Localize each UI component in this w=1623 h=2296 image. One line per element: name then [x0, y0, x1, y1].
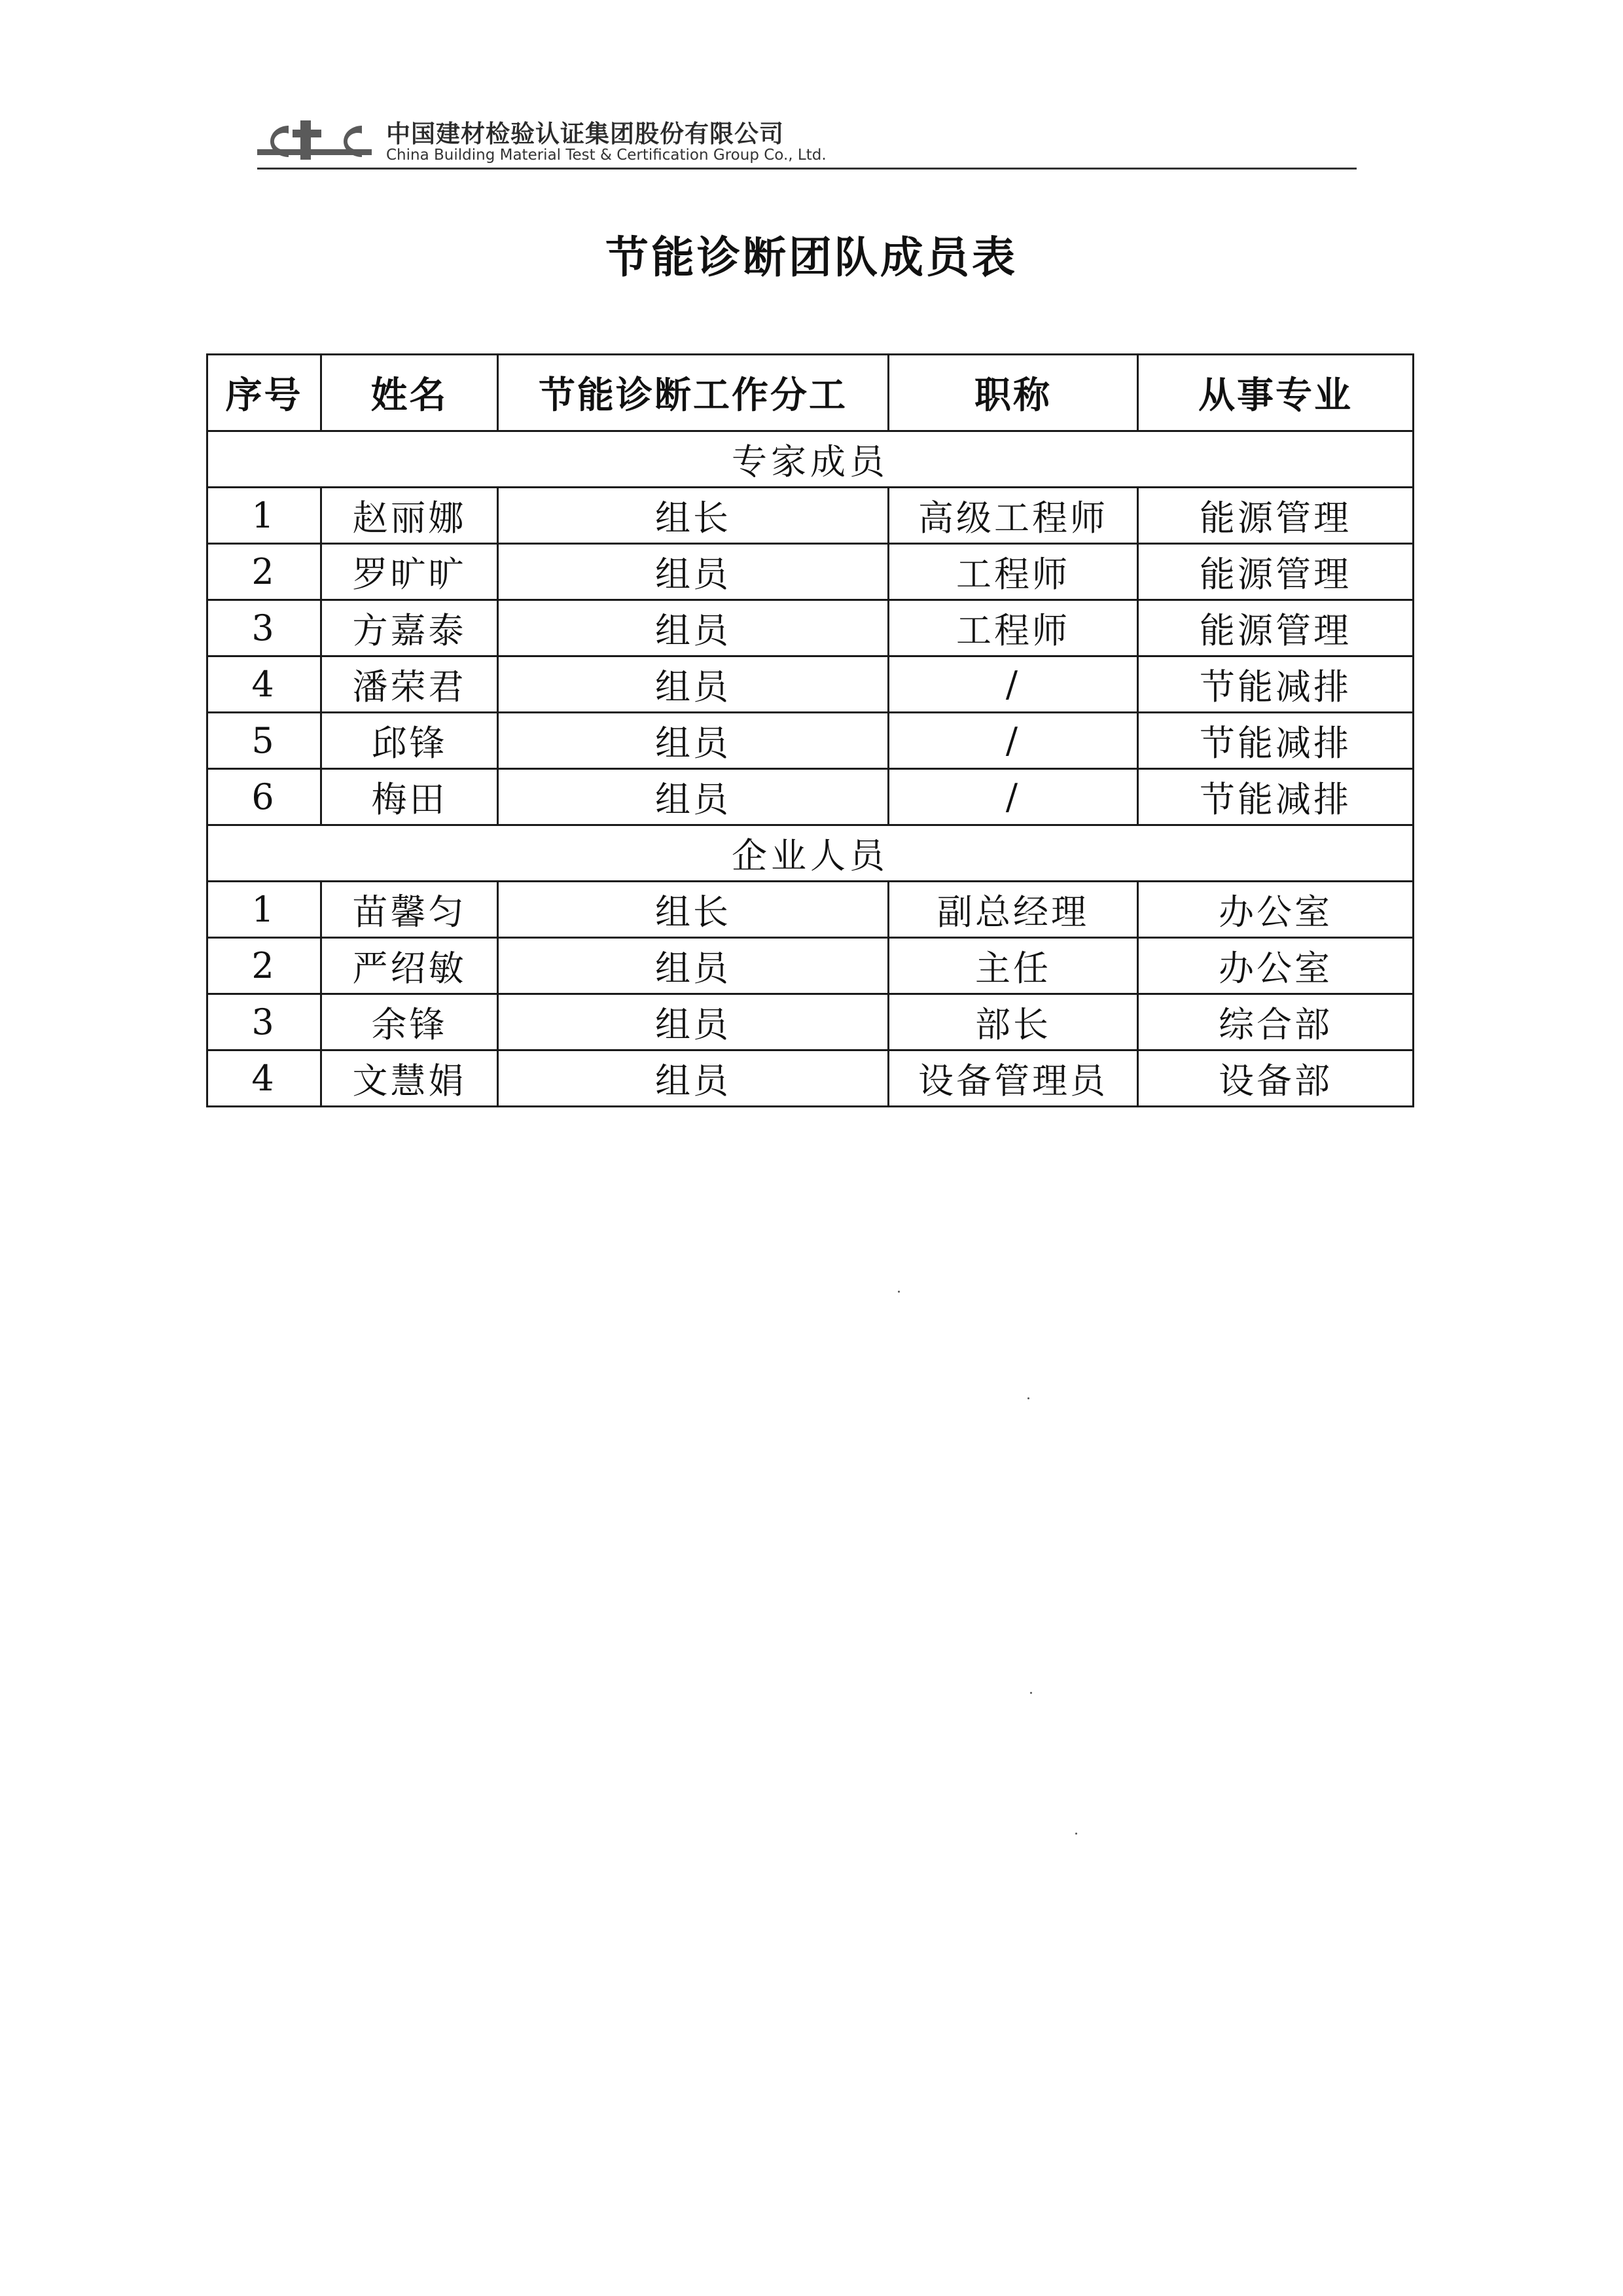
company-name-chinese: 中国建材检验认证集团股份有限公司: [386, 120, 784, 148]
cell-duty: 组员: [498, 600, 889, 656]
cell-specialty: 办公室: [1138, 882, 1414, 938]
cell-duty: 组员: [498, 769, 889, 825]
cell-serial: 3: [207, 600, 321, 656]
table-row: [207, 600, 1414, 656]
section-label: 专家成员: [207, 431, 1414, 488]
table-row: [207, 938, 1414, 994]
header-serial-number: 序号: [207, 355, 321, 431]
table-header-row: [207, 355, 1414, 431]
section-row-experts: [207, 431, 1414, 488]
cell-title: 主任: [889, 938, 1138, 994]
scan-speck: [1075, 1833, 1077, 1835]
cell-name: 文慧娟: [321, 1050, 498, 1107]
cell-duty: 组长: [498, 488, 889, 544]
cell-title: 副总经理: [889, 882, 1138, 938]
cell-duty: 组员: [498, 544, 889, 600]
cell-name: 梅田: [321, 769, 498, 825]
cell-specialty: 能源管理: [1138, 488, 1414, 544]
cell-name: 方嘉泰: [321, 600, 498, 656]
cell-duty: 组员: [498, 656, 889, 713]
section-row-enterprise: [207, 825, 1414, 882]
header-job-title: 职称: [889, 355, 1138, 431]
cell-title: 设备管理员: [889, 1050, 1138, 1107]
cell-serial: 4: [207, 1050, 321, 1107]
cell-name: 余锋: [321, 994, 498, 1050]
scan-speck: [1027, 1397, 1029, 1399]
cell-specialty: 节能减排: [1138, 713, 1414, 769]
scan-speck: [1030, 1692, 1032, 1694]
document-title: 节能诊断团队成员表: [605, 232, 1018, 283]
header-divider: [257, 168, 1357, 170]
letterhead: [257, 111, 1357, 170]
cell-specialty: 办公室: [1138, 938, 1414, 994]
cell-duty: 组员: [498, 994, 889, 1050]
section-label: 企业人员: [207, 825, 1414, 882]
table-row: [207, 713, 1414, 769]
cell-serial: 4: [207, 656, 321, 713]
team-members-table: [206, 353, 1414, 1107]
cell-duty: 组员: [498, 713, 889, 769]
cell-name: 邱锋: [321, 713, 498, 769]
cell-title: /: [889, 656, 1138, 713]
cell-title: 高级工程师: [889, 488, 1138, 544]
cell-specialty: 设备部: [1138, 1050, 1414, 1107]
cell-title: 工程师: [889, 544, 1138, 600]
table-row: [207, 488, 1414, 544]
cell-duty: 组长: [498, 882, 889, 938]
cell-name: 罗旷旷: [321, 544, 498, 600]
cell-specialty: 节能减排: [1138, 656, 1414, 713]
cell-duty: 组员: [498, 938, 889, 994]
cell-serial: 6: [207, 769, 321, 825]
cell-specialty: 节能减排: [1138, 769, 1414, 825]
table-row: [207, 994, 1414, 1050]
cell-serial: 2: [207, 544, 321, 600]
table-row: [207, 1050, 1414, 1107]
cell-specialty: 能源管理: [1138, 600, 1414, 656]
table-row: [207, 656, 1414, 713]
table-row: [207, 882, 1414, 938]
cell-name: 潘荣君: [321, 656, 498, 713]
cell-serial: 5: [207, 713, 321, 769]
header-specialty: 从事专业: [1138, 355, 1414, 431]
cell-serial: 1: [207, 488, 321, 544]
company-name-english: China Building Material Test & Certification Group Co., Ltd.: [386, 147, 827, 164]
cell-name: 严绍敏: [321, 938, 498, 994]
scan-speck: [898, 1291, 900, 1293]
cell-serial: 2: [207, 938, 321, 994]
cell-specialty: 能源管理: [1138, 544, 1414, 600]
table-row: [207, 769, 1414, 825]
cell-specialty: 综合部: [1138, 994, 1414, 1050]
table-row: [207, 544, 1414, 600]
header-work-division: 节能诊断工作分工: [498, 355, 889, 431]
cell-title: 工程师: [889, 600, 1138, 656]
cell-duty: 组员: [498, 1050, 889, 1107]
cell-serial: 3: [207, 994, 321, 1050]
header-name: 姓名: [321, 355, 498, 431]
cell-title: /: [889, 713, 1138, 769]
cell-title: /: [889, 769, 1138, 825]
cell-title: 部长: [889, 994, 1138, 1050]
cell-name: 赵丽娜: [321, 488, 498, 544]
ctc-logo-icon: [257, 117, 372, 166]
cell-name: 苗馨匀: [321, 882, 498, 938]
cell-serial: 1: [207, 882, 321, 938]
